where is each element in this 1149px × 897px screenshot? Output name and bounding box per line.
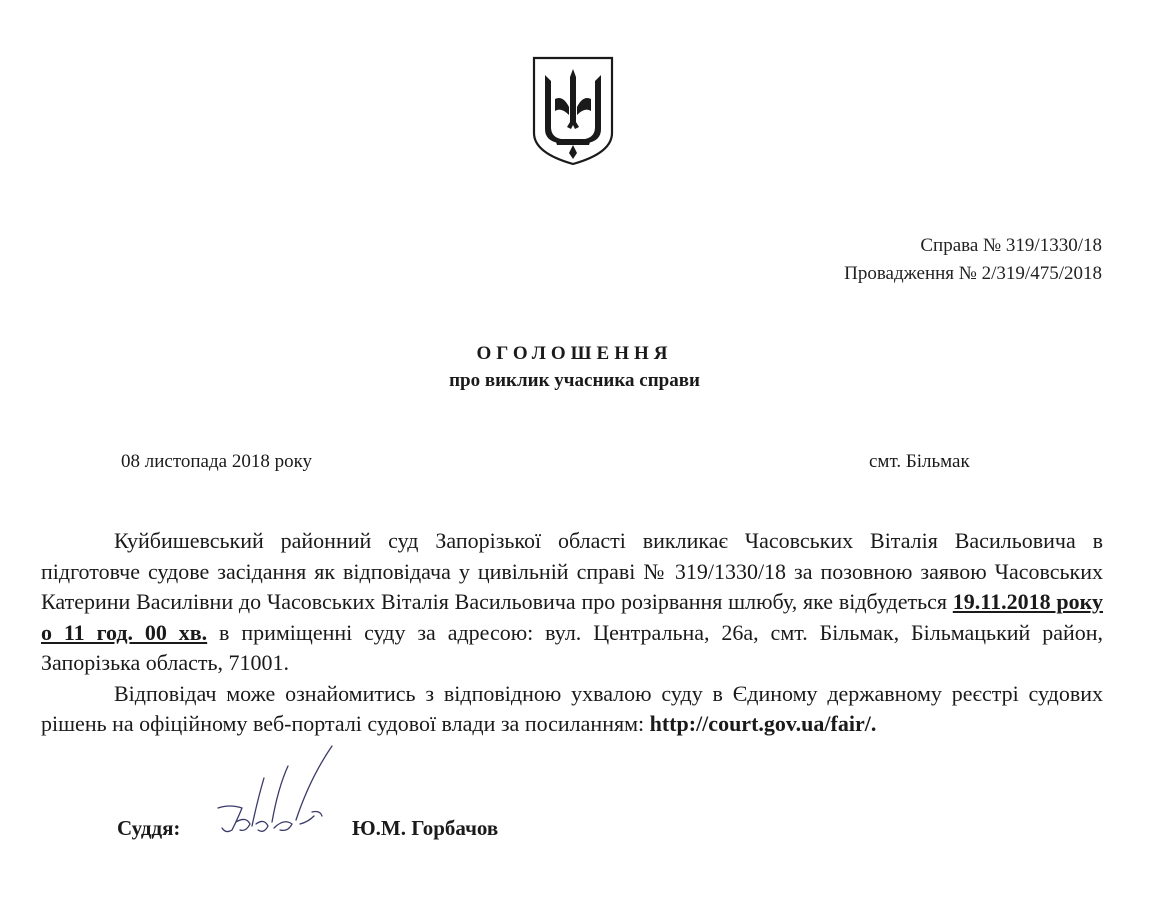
summons-text-start: Куйбишевський районний суд Запорізької області викликає Часовських Віталія Васильовича в підготовче судове засідання як відповідача у цивільній справі № 319/1330/18 за позовною заявою Часовських Катерини Василівни до Часовських Віталія Васильовича про розірвання шлюбу, яке відбудеться <box>41 528 1103 614</box>
hearing-datetime: 19.11.2018 року о 11 год. 00 хв. <box>41 589 1103 645</box>
case-references <box>844 232 1102 288</box>
handwritten-signature-icon <box>212 738 372 848</box>
court-portal-url: http://court.gov.ua/fair/. <box>649 711 877 736</box>
registry-text: Відповідач може ознайомитись з відповідною ухвалою суду в Єдиному державному реєстрі судових рішень на офіційному веб-порталі судової влади за посиланням: <box>41 680 1103 736</box>
document-title: ОГОЛОШЕННЯ <box>476 343 673 364</box>
judge-label: Суддя: <box>117 816 181 840</box>
notice-body <box>41 526 1103 740</box>
case-number: Справа № 319/1330/18 <box>920 235 1102 256</box>
document-place: смт. Більмак <box>869 451 970 472</box>
tryzub-coat-of-arms-icon <box>531 55 615 167</box>
document-subtitle: про виклик учасника справи <box>449 370 700 391</box>
proceeding-number: Провадження № 2/319/475/2018 <box>844 263 1102 284</box>
summons-text-end: в приміщенні суду за адресою: вул. Центральна, 26а, смт. Більмак, Більмацький район, Запорізька область, 71001. <box>41 619 1104 675</box>
notice-paragraph-summons <box>41 526 1103 679</box>
judge-name: Ю.М. Горбачов <box>352 816 499 840</box>
notice-paragraph-registry <box>41 679 1103 740</box>
document-date: 08 листопада 2018 року <box>121 451 313 472</box>
